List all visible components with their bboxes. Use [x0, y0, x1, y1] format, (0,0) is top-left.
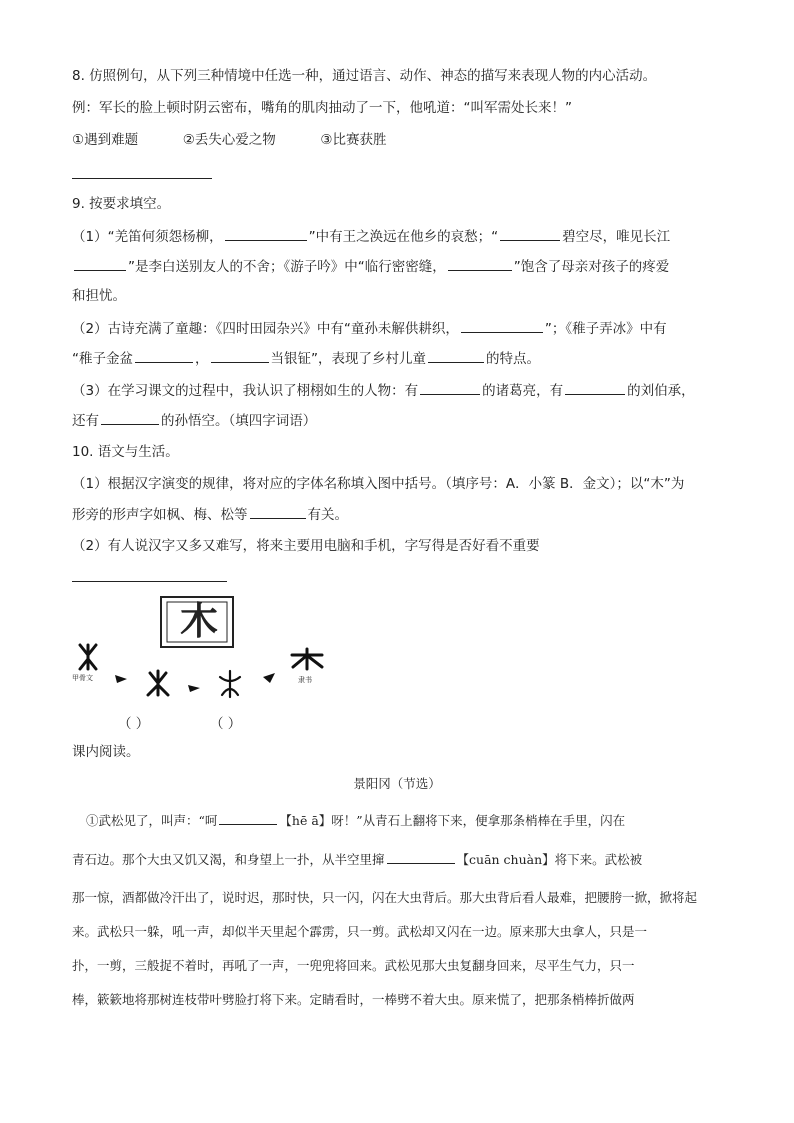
q8-example: 例：军长的脸上顿时阴云密布，嘴角的肌肉抽动了一下，他吼道：“叫军需处长来！”: [72, 100, 572, 116]
arrow-icon: [263, 673, 275, 683]
clerical-label: 隶书: [298, 676, 312, 684]
blank[interactable]: [101, 410, 159, 425]
q10-p2: （2）有人说汉字又多又难写，将来主要用电脑和手机，字写得是否好看不重要: [72, 538, 540, 554]
reading-l1-a: ①武松见了，叫声：“呵: [86, 813, 218, 828]
q10-p1-line2: [72, 504, 348, 525]
q9-p2-b: ”；《稚子弄冰》中有: [544, 321, 667, 337]
blank[interactable]: [74, 256, 126, 271]
blank[interactable]: [135, 348, 193, 363]
oracle-label: 甲骨文: [72, 674, 93, 682]
q8-options: [72, 130, 387, 150]
q9-title: 9. 按要求填空。: [72, 196, 171, 212]
q10-answer-line[interactable]: [72, 581, 227, 582]
box-character: 木: [179, 598, 218, 643]
q8-option-3: ③比赛获胜: [320, 132, 387, 148]
q9-p3-a: （3）在学习课文的过程中，我认识了栩栩如生的人物：有: [72, 383, 419, 399]
reading-l1-b: 呀！”从青石上翻将下来，便拿那条梢棒在手里，闪在: [331, 813, 626, 828]
reading-heading: 课内阅读。: [72, 744, 140, 760]
q9-p1-line1: [72, 226, 670, 247]
answer-bracket-1[interactable]: （ ）: [118, 716, 150, 732]
character-evolution-figure: [60, 595, 340, 725]
q10-p1-line1: （1）根据汉字演变的规律，将对应的字体名称填入图中括号。（填序号：A．小篆 B．金文）；以“木”为: [72, 476, 685, 492]
q9-p2-f: 的特点。: [486, 351, 540, 367]
blank[interactable]: [211, 348, 269, 363]
q9-p2-line2: [72, 348, 540, 369]
reading-line-1: [86, 810, 625, 831]
seal-char-icon: [220, 671, 240, 697]
pinyin-2: 【cuān chuàn】: [456, 852, 555, 867]
blank[interactable]: [428, 348, 484, 363]
q9-p2-d: ，: [195, 351, 209, 367]
pinyin-1: 【hē ā】: [279, 813, 332, 828]
reading-line-3: 那一惊，酒都做冷汗出了，说时迟，那时快，只一闪，闪在大虫背后。那大虫背后看人最难，把腰胯一掀，掀将起: [72, 890, 698, 905]
reading-l2-b: 将下来。武松被: [554, 852, 643, 867]
q8-title: 8. 仿照例句，从下列三种情境中任选一种，通过语言、动作、神态的描写来表现人物的内心活动。: [72, 68, 657, 84]
arrow-icon: [188, 685, 200, 692]
blank[interactable]: [500, 226, 560, 241]
blank[interactable]: [448, 256, 512, 271]
reading-l2-a: 青石边。那个大虫又饥又渴，和身望上一扑，从半空里撺: [72, 852, 385, 867]
q10-p1-c: 有关。: [307, 507, 348, 523]
blank[interactable]: [225, 226, 307, 241]
q9-p2-line1: [72, 318, 667, 339]
q9-p3-c: 的刘伯承，: [627, 383, 695, 399]
reading-line-4: 来。武松只一躲，吼一声，却似半天里起个霹雳，只一剪。武松却又闪在一边。原来那大虫拿人，只是一: [72, 924, 648, 939]
reading-line-5: 扑，一剪，三般捉不着时，再吼了一声，一兜兜将回来。武松见那大虫复翻身回来，尽平生气力，只一: [72, 958, 635, 973]
q9-p2-c: “稚子金盆: [72, 351, 133, 367]
q9-p3-e: 的孙悟空。（填四字词语）: [161, 413, 317, 429]
q9-p1-e: ”饱含了母亲对孩子的疼爱: [513, 259, 670, 275]
q9-p1-d: ”是李白送别友人的不舍；《游子吟》中“临行密密缝，: [128, 259, 446, 275]
q8-option-2: ②丢失心爱之物: [182, 132, 276, 148]
blank[interactable]: [565, 380, 625, 395]
q10-p1-b: 形旁的形声字如枫、梅、松等: [72, 507, 248, 523]
blank[interactable]: [250, 504, 306, 519]
clerical-char-icon: [292, 649, 322, 669]
q9-p1-c: 碧空尽，唯见长江: [562, 229, 671, 245]
reading-line-6: 棒，簌簌地将那树连枝带叶劈脸打将下来。定睛看时，一棒劈不着大虫。原来慌了，把那条梢棒折做两: [72, 992, 635, 1007]
blank[interactable]: [420, 380, 480, 395]
blank[interactable]: [461, 318, 543, 333]
q9-p3-d: 还有: [72, 413, 99, 429]
bronze-char-icon: [148, 671, 168, 695]
q9-p1-line2: [72, 256, 669, 277]
q9-p1-line3: 和担忧。: [72, 288, 126, 304]
q9-p2-a: （2）古诗充满了童趣：《四时田园杂兴》中有“童孙未解供耕织，: [72, 321, 459, 337]
answer-bracket-2[interactable]: （ ）: [210, 716, 242, 732]
blank[interactable]: [219, 810, 277, 825]
arrow-icon: [115, 675, 127, 683]
q10-title: 10. 语文与生活。: [72, 444, 179, 460]
q8-option-1: ①遇到难题: [72, 132, 139, 148]
q9-p2-e: 当银钲”，表现了乡村儿童: [270, 351, 426, 367]
q8-answer-line[interactable]: [72, 178, 212, 179]
q9-p3-line2: [72, 410, 316, 431]
q9-p3-b: 的诸葛亮，有: [482, 383, 564, 399]
q9-p1-a: （1）“羌笛何须怨杨柳，: [72, 229, 223, 245]
reading-title: 景阳冈（节选）: [353, 776, 441, 791]
blank[interactable]: [387, 849, 455, 864]
oracle-bone-char-icon: [80, 645, 96, 669]
q9-p3-line1: [72, 380, 695, 401]
reading-line-2: [72, 849, 642, 870]
q9-p1-b: ”中有王之涣远在他乡的哀愁；“: [308, 229, 499, 245]
